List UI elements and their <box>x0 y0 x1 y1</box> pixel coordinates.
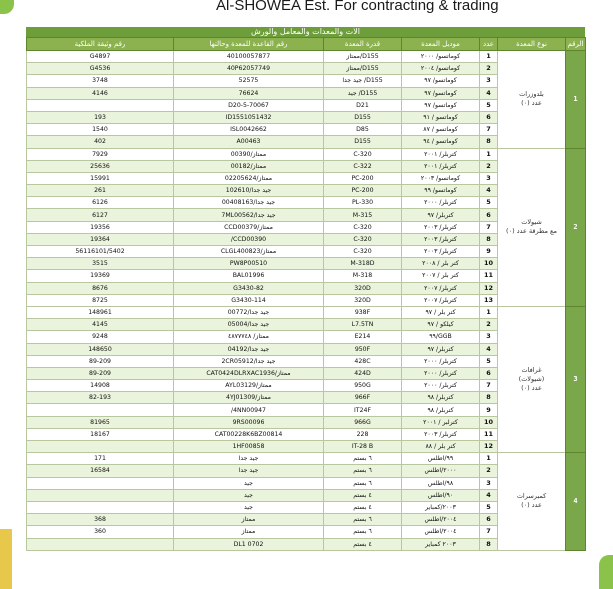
row-plate: 19364 <box>27 233 174 245</box>
group-type: شيولات مع مطرقة عدد (٠) <box>498 148 566 306</box>
row-model: كترلبر / ٢٠٠١ <box>402 416 480 428</box>
row-index: 4 <box>480 185 498 197</box>
row-index: 8 <box>480 136 498 148</box>
row-index: 1 <box>480 148 498 160</box>
row-plate <box>27 501 174 513</box>
table-title-banner: الات والمعدات والمعامل والورش <box>26 27 585 37</box>
row-model: كتر بلر / ٢٠٠٨ <box>402 258 480 270</box>
row-serial: جيد جدا/2CR05912 <box>174 355 324 367</box>
row-serial: CCD00390/ <box>174 233 324 245</box>
row-capacity: ٤ بستم <box>324 489 402 501</box>
row-capacity: D21 <box>324 99 402 111</box>
row-index: 9 <box>480 404 498 416</box>
row-index: 5 <box>480 99 498 111</box>
row-plate: 3515 <box>27 258 174 270</box>
row-capacity: ٦ بستم <box>324 477 402 489</box>
row-capacity: D155 <box>324 111 402 123</box>
row-model: كتربلر/ ٢٠٠٧ <box>402 282 480 294</box>
row-plate <box>27 441 174 453</box>
row-plate: 15991 <box>27 172 174 184</box>
corner-decoration-bottom-left <box>0 529 12 589</box>
row-plate: 19356 <box>27 221 174 233</box>
group-number: 2 <box>566 148 586 306</box>
row-capacity: C-320 <box>324 233 402 245</box>
row-index: 5 <box>480 197 498 209</box>
row-serial: جيد جدا/05004 <box>174 319 324 331</box>
group-type: كمبرسرات عدد (٠) <box>498 453 566 551</box>
row-model: كتربلر/ ٩٨ <box>402 404 480 416</box>
row-model: كتربلر/ ٢٠٠٧ <box>402 294 480 306</box>
row-capacity: D155/ جيد جدا <box>324 75 402 87</box>
row-capacity: 950G <box>324 380 402 392</box>
row-capacity: E214 <box>324 331 402 343</box>
row-plate: 261 <box>27 185 174 197</box>
row-plate: 6126 <box>27 197 174 209</box>
row-index: 11 <box>480 428 498 440</box>
row-index: 10 <box>480 416 498 428</box>
row-serial: ISL0042662 <box>174 124 324 136</box>
row-index: 8 <box>480 392 498 404</box>
row-plate: 7929 <box>27 148 174 160</box>
row-plate <box>27 477 174 489</box>
row-index: 2 <box>480 63 498 75</box>
row-model: كتربلر/ ٩٧ <box>402 209 480 221</box>
row-model: كوماتسو/ ٩٩ <box>402 185 480 197</box>
row-model: كوماتسو/ ٩٧ <box>402 87 480 99</box>
row-capacity: ٤ بستم <box>324 501 402 513</box>
row-plate <box>27 538 174 550</box>
row-serial: 4NN00947/ <box>174 404 324 416</box>
row-index: 7 <box>480 380 498 392</box>
row-serial: ممتاز/ ٤٨٧٧٧٤٨ <box>174 331 324 343</box>
row-plate: 81965 <box>27 416 174 428</box>
row-serial: جيد جدا <box>174 453 324 465</box>
row-serial: ممتاز <box>174 514 324 526</box>
row-index: 10 <box>480 258 498 270</box>
header-num: الرقم <box>566 38 586 51</box>
row-serial: جيد جدا/00772 <box>174 306 324 318</box>
row-index: 2 <box>480 160 498 172</box>
row-plate: 25636 <box>27 160 174 172</box>
row-plate: G4536 <box>27 63 174 75</box>
row-index: 8 <box>480 538 498 550</box>
row-model: كتربلر/ ٢٠٠١ <box>402 160 480 172</box>
row-plate: 368 <box>27 514 174 526</box>
row-model: كيلكو / ٩٧ <box>402 319 480 331</box>
row-serial: 40100057877 <box>174 51 324 63</box>
row-plate: 360 <box>27 526 174 538</box>
equipment-table-container <box>26 27 585 551</box>
row-model: كتر بلر / ٢٠٠٧ <box>402 270 480 282</box>
table-row <box>27 306 586 318</box>
corner-decoration-top-left <box>0 0 14 14</box>
row-capacity: 938F <box>324 306 402 318</box>
row-capacity: M-318 <box>324 270 402 282</box>
row-capacity: C-322 <box>324 160 402 172</box>
row-plate: 193 <box>27 111 174 123</box>
row-plate: 89-209 <box>27 355 174 367</box>
row-model: ٢٠٠٣ كمباير <box>402 538 480 550</box>
row-capacity: 228 <box>324 428 402 440</box>
row-index: 8 <box>480 233 498 245</box>
row-capacity: M-315 <box>324 209 402 221</box>
row-capacity: IT24F <box>324 404 402 416</box>
row-serial: ممتاز/4YJ01309 <box>174 392 324 404</box>
row-plate: 16584 <box>27 465 174 477</box>
row-capacity: D155/ جيد <box>324 87 402 99</box>
row-plate: 171 <box>27 453 174 465</box>
row-plate: 1540 <box>27 124 174 136</box>
header-capacity: قدرة المعدة <box>324 38 402 51</box>
row-model: كتر بلر / ٨٨ <box>402 441 480 453</box>
header-plate: رقم وثيقة الملكية <box>27 38 174 51</box>
row-index: 6 <box>480 367 498 379</box>
row-capacity: PC-200 <box>324 172 402 184</box>
row-model: كوماتسو/ ٩٧ <box>402 99 480 111</box>
row-plate <box>27 404 174 416</box>
row-model: كوماتسو/ ٢٠٠٠ <box>402 51 480 63</box>
equipment-table <box>26 37 586 551</box>
row-plate: 402 <box>27 136 174 148</box>
row-index: 7 <box>480 124 498 136</box>
company-title: Al-SHOWEA Est. For contracting & trading <box>216 0 499 14</box>
row-capacity: IT-28 B <box>324 441 402 453</box>
table-row <box>27 453 586 465</box>
row-serial: 76624 <box>174 87 324 99</box>
row-serial: DL1 0702 <box>174 538 324 550</box>
group-type: بلدوزرات عدد (٠) <box>498 51 566 149</box>
row-model: كتربلر/ ٢٠٠٣ <box>402 221 480 233</box>
row-capacity: C-320 <box>324 148 402 160</box>
row-plate: 18167 <box>27 428 174 440</box>
row-capacity: C-320 <box>324 221 402 233</box>
row-plate: 56116101/5402 <box>27 246 174 258</box>
row-model: كوماتسو / ٩١ <box>402 111 480 123</box>
table-header-row <box>27 38 586 51</box>
row-capacity: 950F <box>324 343 402 355</box>
row-index: 6 <box>480 111 498 123</box>
row-serial: جيد جدا <box>174 465 324 477</box>
group-number: 4 <box>566 453 586 551</box>
row-plate: 148961 <box>27 306 174 318</box>
row-capacity: D85 <box>324 124 402 136</box>
row-serial: CAT00228K6BZ00814 <box>174 428 324 440</box>
row-model: ٢٠٠٤/اطلس <box>402 514 480 526</box>
row-model: كتر بلر / ٩٧ <box>402 306 480 318</box>
row-capacity: ٦ بستم <box>324 465 402 477</box>
row-serial: PW8P00510 <box>174 258 324 270</box>
row-plate: 19369 <box>27 270 174 282</box>
row-model: كوماتسو / ٩٤ <box>402 136 480 148</box>
header-type: نوع المعدة <box>498 38 566 51</box>
row-capacity: C-320 <box>324 246 402 258</box>
row-plate: 3748 <box>27 75 174 87</box>
row-index: 4 <box>480 87 498 99</box>
row-serial: جيد جدا/00408163 <box>174 197 324 209</box>
row-serial: ممتاز/00390 <box>174 148 324 160</box>
row-capacity: 966F <box>324 392 402 404</box>
row-serial: G3430-114 <box>174 294 324 306</box>
row-model: كتربلر/ ٢٠٠٠ <box>402 380 480 392</box>
row-model: كوماتسو/ ٢٠٠٣ <box>402 172 480 184</box>
row-plate: 6127 <box>27 209 174 221</box>
row-serial: جيد جدا/04192 <box>174 343 324 355</box>
row-plate: 9248 <box>27 331 174 343</box>
row-capacity: PC-200 <box>324 185 402 197</box>
row-model: كتربلر/ ٢٠٠٠ <box>402 355 480 367</box>
row-capacity: ٦ بستم <box>324 453 402 465</box>
row-model: كتربلر/ ٩٧ <box>402 343 480 355</box>
row-index: 12 <box>480 282 498 294</box>
row-serial: ممتاز/CLGL400823 <box>174 246 324 258</box>
row-serial: ID1551051432 <box>174 111 324 123</box>
row-capacity: 428C <box>324 355 402 367</box>
row-index: 1 <box>480 453 498 465</box>
row-model: كتربلر/ ٩٨ <box>402 392 480 404</box>
row-plate: 82-193 <box>27 392 174 404</box>
row-serial: جيد جدا/102610 <box>174 185 324 197</box>
row-plate: 8725 <box>27 294 174 306</box>
row-plate: 4146 <box>27 87 174 99</box>
row-index: 7 <box>480 526 498 538</box>
row-index: 4 <box>480 343 498 355</box>
header-model: موديل المعدة <box>402 38 480 51</box>
group-number: 3 <box>566 306 586 452</box>
row-model: ٢٠٠٠/اطلس <box>402 465 480 477</box>
row-index: 7 <box>480 221 498 233</box>
row-capacity: PL-330 <box>324 197 402 209</box>
row-model: كتربلر/ ٢٠٠٠ <box>402 367 480 379</box>
row-index: 3 <box>480 75 498 87</box>
row-model: ٢٠٠٣/كمباير <box>402 501 480 513</box>
row-model: كوماتسو/ ٢٠٠٤ <box>402 63 480 75</box>
row-capacity: ٤ بستم <box>324 538 402 550</box>
row-serial: 1HF00858 <box>174 441 324 453</box>
row-plate: 14908 <box>27 380 174 392</box>
row-model: كوماتسو / ٨٧ <box>402 124 480 136</box>
row-index: 12 <box>480 441 498 453</box>
row-capacity: 966G <box>324 416 402 428</box>
row-model: GGB/٩٩ <box>402 331 480 343</box>
row-serial: 9RS00096 <box>174 416 324 428</box>
row-index: 13 <box>480 294 498 306</box>
row-capacity: D155/ممتاز <box>324 63 402 75</box>
row-serial: جيد <box>174 489 324 501</box>
row-model: ٩٩/اطلس <box>402 453 480 465</box>
row-index: 3 <box>480 331 498 343</box>
row-capacity: 424D <box>324 367 402 379</box>
row-serial: ممتاز/AYL03129 <box>174 380 324 392</box>
row-capacity: ٦ بستم <box>324 514 402 526</box>
row-plate: 4145 <box>27 319 174 331</box>
row-plate: G4897 <box>27 51 174 63</box>
row-serial: جيد <box>174 501 324 513</box>
row-serial: ممتاز/CCD00379 <box>174 221 324 233</box>
table-row <box>27 51 586 63</box>
row-capacity: D155/ممتاز <box>324 51 402 63</box>
row-serial: D20-5-70067 <box>174 99 324 111</box>
row-capacity: ٦ بستم <box>324 526 402 538</box>
row-serial: جيد <box>174 477 324 489</box>
row-serial: ممتاز/02205624 <box>174 172 324 184</box>
row-model: كتربلر/ ٢٠٠٣ <box>402 428 480 440</box>
row-plate <box>27 489 174 501</box>
row-index: 1 <box>480 306 498 318</box>
row-index: 3 <box>480 172 498 184</box>
row-index: 4 <box>480 489 498 501</box>
row-index: 9 <box>480 246 498 258</box>
row-capacity: D155 <box>324 136 402 148</box>
row-model: كتربلر/ ٢٠٠٣ <box>402 246 480 258</box>
row-serial: ممتاز/CAT0424DLRXAC1936 <box>174 367 324 379</box>
row-serial: ممتاز <box>174 526 324 538</box>
row-model: ٢٠٠٤/اطلس <box>402 526 480 538</box>
header-idx: عدد <box>480 38 498 51</box>
row-plate: 8676 <box>27 282 174 294</box>
row-index: 5 <box>480 355 498 367</box>
row-serial: ممتاز/00182 <box>174 160 324 172</box>
row-index: 6 <box>480 209 498 221</box>
row-index: 2 <box>480 465 498 477</box>
row-model: ٩٨/اطلس <box>402 477 480 489</box>
row-plate: 148650 <box>27 343 174 355</box>
row-capacity: 320D <box>324 294 402 306</box>
group-number: 1 <box>566 51 586 149</box>
row-model: كتربلر/ ٢٠٠١ <box>402 148 480 160</box>
row-index: 2 <box>480 319 498 331</box>
row-index: 11 <box>480 270 498 282</box>
row-model: كوماتسو/ ٩٧ <box>402 75 480 87</box>
table-body <box>27 51 586 551</box>
row-plate <box>27 99 174 111</box>
row-serial: G3430-82 <box>174 282 324 294</box>
row-index: 3 <box>480 477 498 489</box>
table-row <box>27 148 586 160</box>
row-serial: BAL01996 <box>174 270 324 282</box>
header-serial: رقم القاعدة للمعدة وحالتها <box>174 38 324 51</box>
group-type: غرافات (شيولات) عدد (٠) <box>498 306 566 452</box>
row-capacity: 320D <box>324 282 402 294</box>
row-capacity: M-318D <box>324 258 402 270</box>
row-index: 5 <box>480 501 498 513</box>
row-serial: جيد جدا/7ML00562 <box>174 209 324 221</box>
row-model: كتربلر/ ٢٠٠٣ <box>402 233 480 245</box>
row-serial: 52575 <box>174 75 324 87</box>
row-serial: A00463 <box>174 136 324 148</box>
row-model: كتربلر/ ٢٠٠٠ <box>402 197 480 209</box>
row-capacity: L7.5TN <box>324 319 402 331</box>
row-index: 1 <box>480 51 498 63</box>
row-model: ٩٠/اطلس <box>402 489 480 501</box>
row-index: 6 <box>480 514 498 526</box>
corner-decoration-bottom-right <box>599 555 613 589</box>
row-serial: 40P62057749 <box>174 63 324 75</box>
row-plate: 89-209 <box>27 367 174 379</box>
